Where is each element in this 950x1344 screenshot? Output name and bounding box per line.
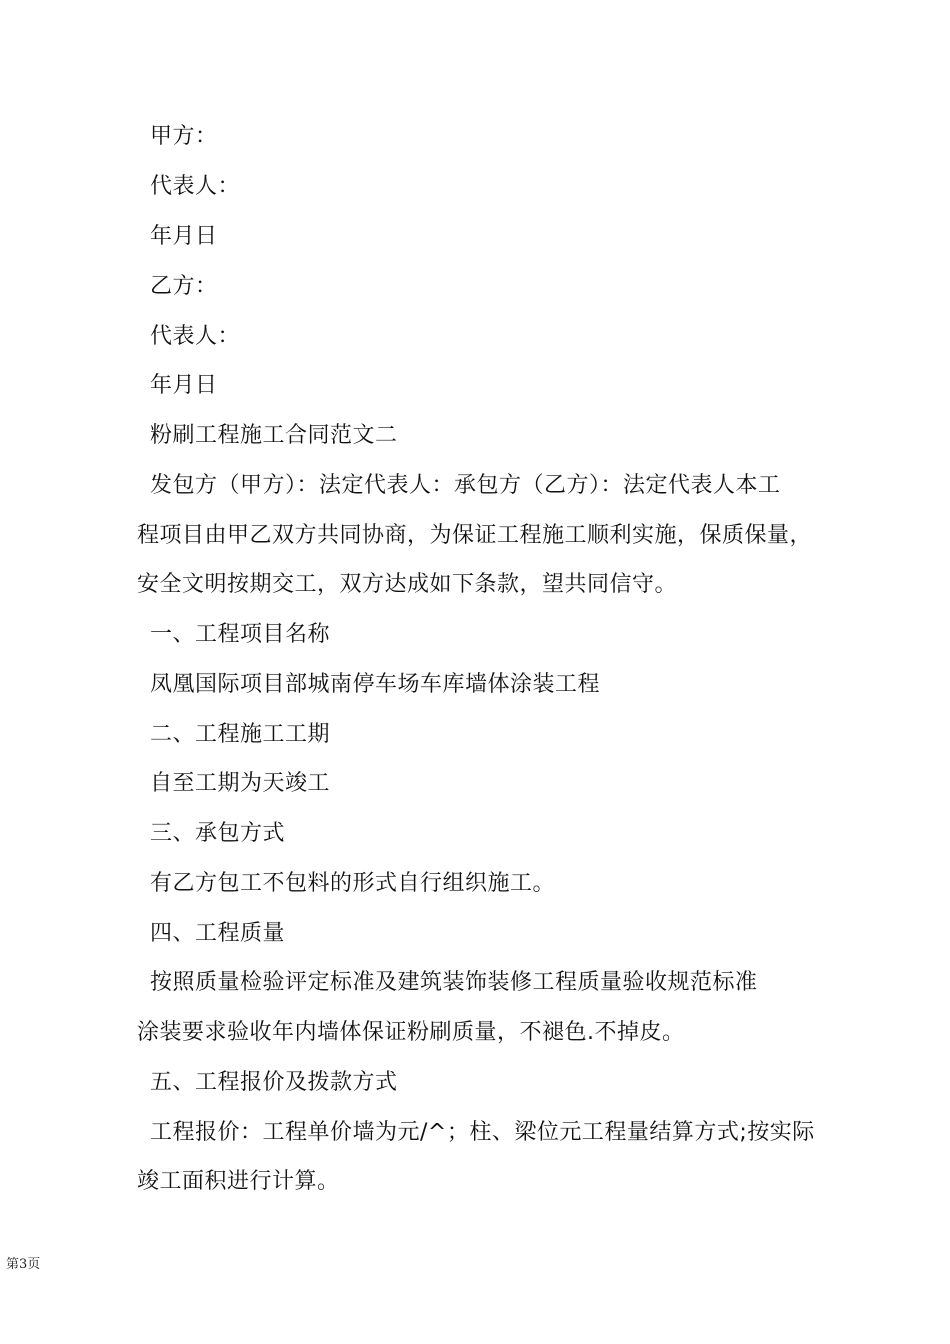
clause-heading: 五、工程报价及拨款方式: [150, 1070, 398, 1095]
paragraph-line: 自至工期为天竣工: [150, 771, 331, 796]
paragraph-line: 有乙方包工不包料的形式自行组织施工。: [150, 871, 556, 896]
clause-heading: 四、工程质量: [150, 921, 286, 946]
section-title: 粉刷工程施工合同范文二: [150, 423, 398, 448]
clause-heading: 三、承包方式: [150, 821, 286, 846]
party-b-date: 年月日: [150, 373, 218, 398]
paragraph-line: 涂装要求验收年内墙体保证粉刷质量，不褪色.不掉皮。: [137, 1020, 685, 1045]
paragraph-line: 发包方（甲方）：法定代表人：承包方（乙方）：法定代表人本工: [150, 473, 781, 498]
party-a-date: 年月日: [150, 224, 218, 249]
clause-heading: 一、工程项目名称: [150, 622, 331, 647]
clause-heading: 二、工程施工工期: [150, 722, 331, 747]
party-a-representative: 代表人：: [150, 174, 241, 199]
paragraph-line: 按照质量检验评定标准及建筑装饰装修工程质量验收规范标准: [150, 970, 758, 995]
page-number: 第3页: [6, 1257, 41, 1272]
paragraph-line: 凤凰国际项目部城南停车场车库墙体涂装工程: [150, 672, 601, 697]
paragraph-line: 竣工面积进行计算。: [137, 1169, 340, 1194]
paragraph-line: 工程报价：工程单价墙为元/^；柱、梁位元工程量结算方式;按实际: [150, 1120, 815, 1145]
party-b-representative: 代表人：: [150, 324, 241, 349]
paragraph-line: 程项目由甲乙双方共同协商，为保证工程施工顺利实施，保质保量，: [137, 523, 813, 548]
party-b-label: 乙方：: [150, 274, 218, 299]
paragraph-line: 安全文明按期交工，双方达成如下条款，望共同信守。: [137, 572, 678, 597]
party-a-label: 甲方：: [150, 124, 218, 149]
